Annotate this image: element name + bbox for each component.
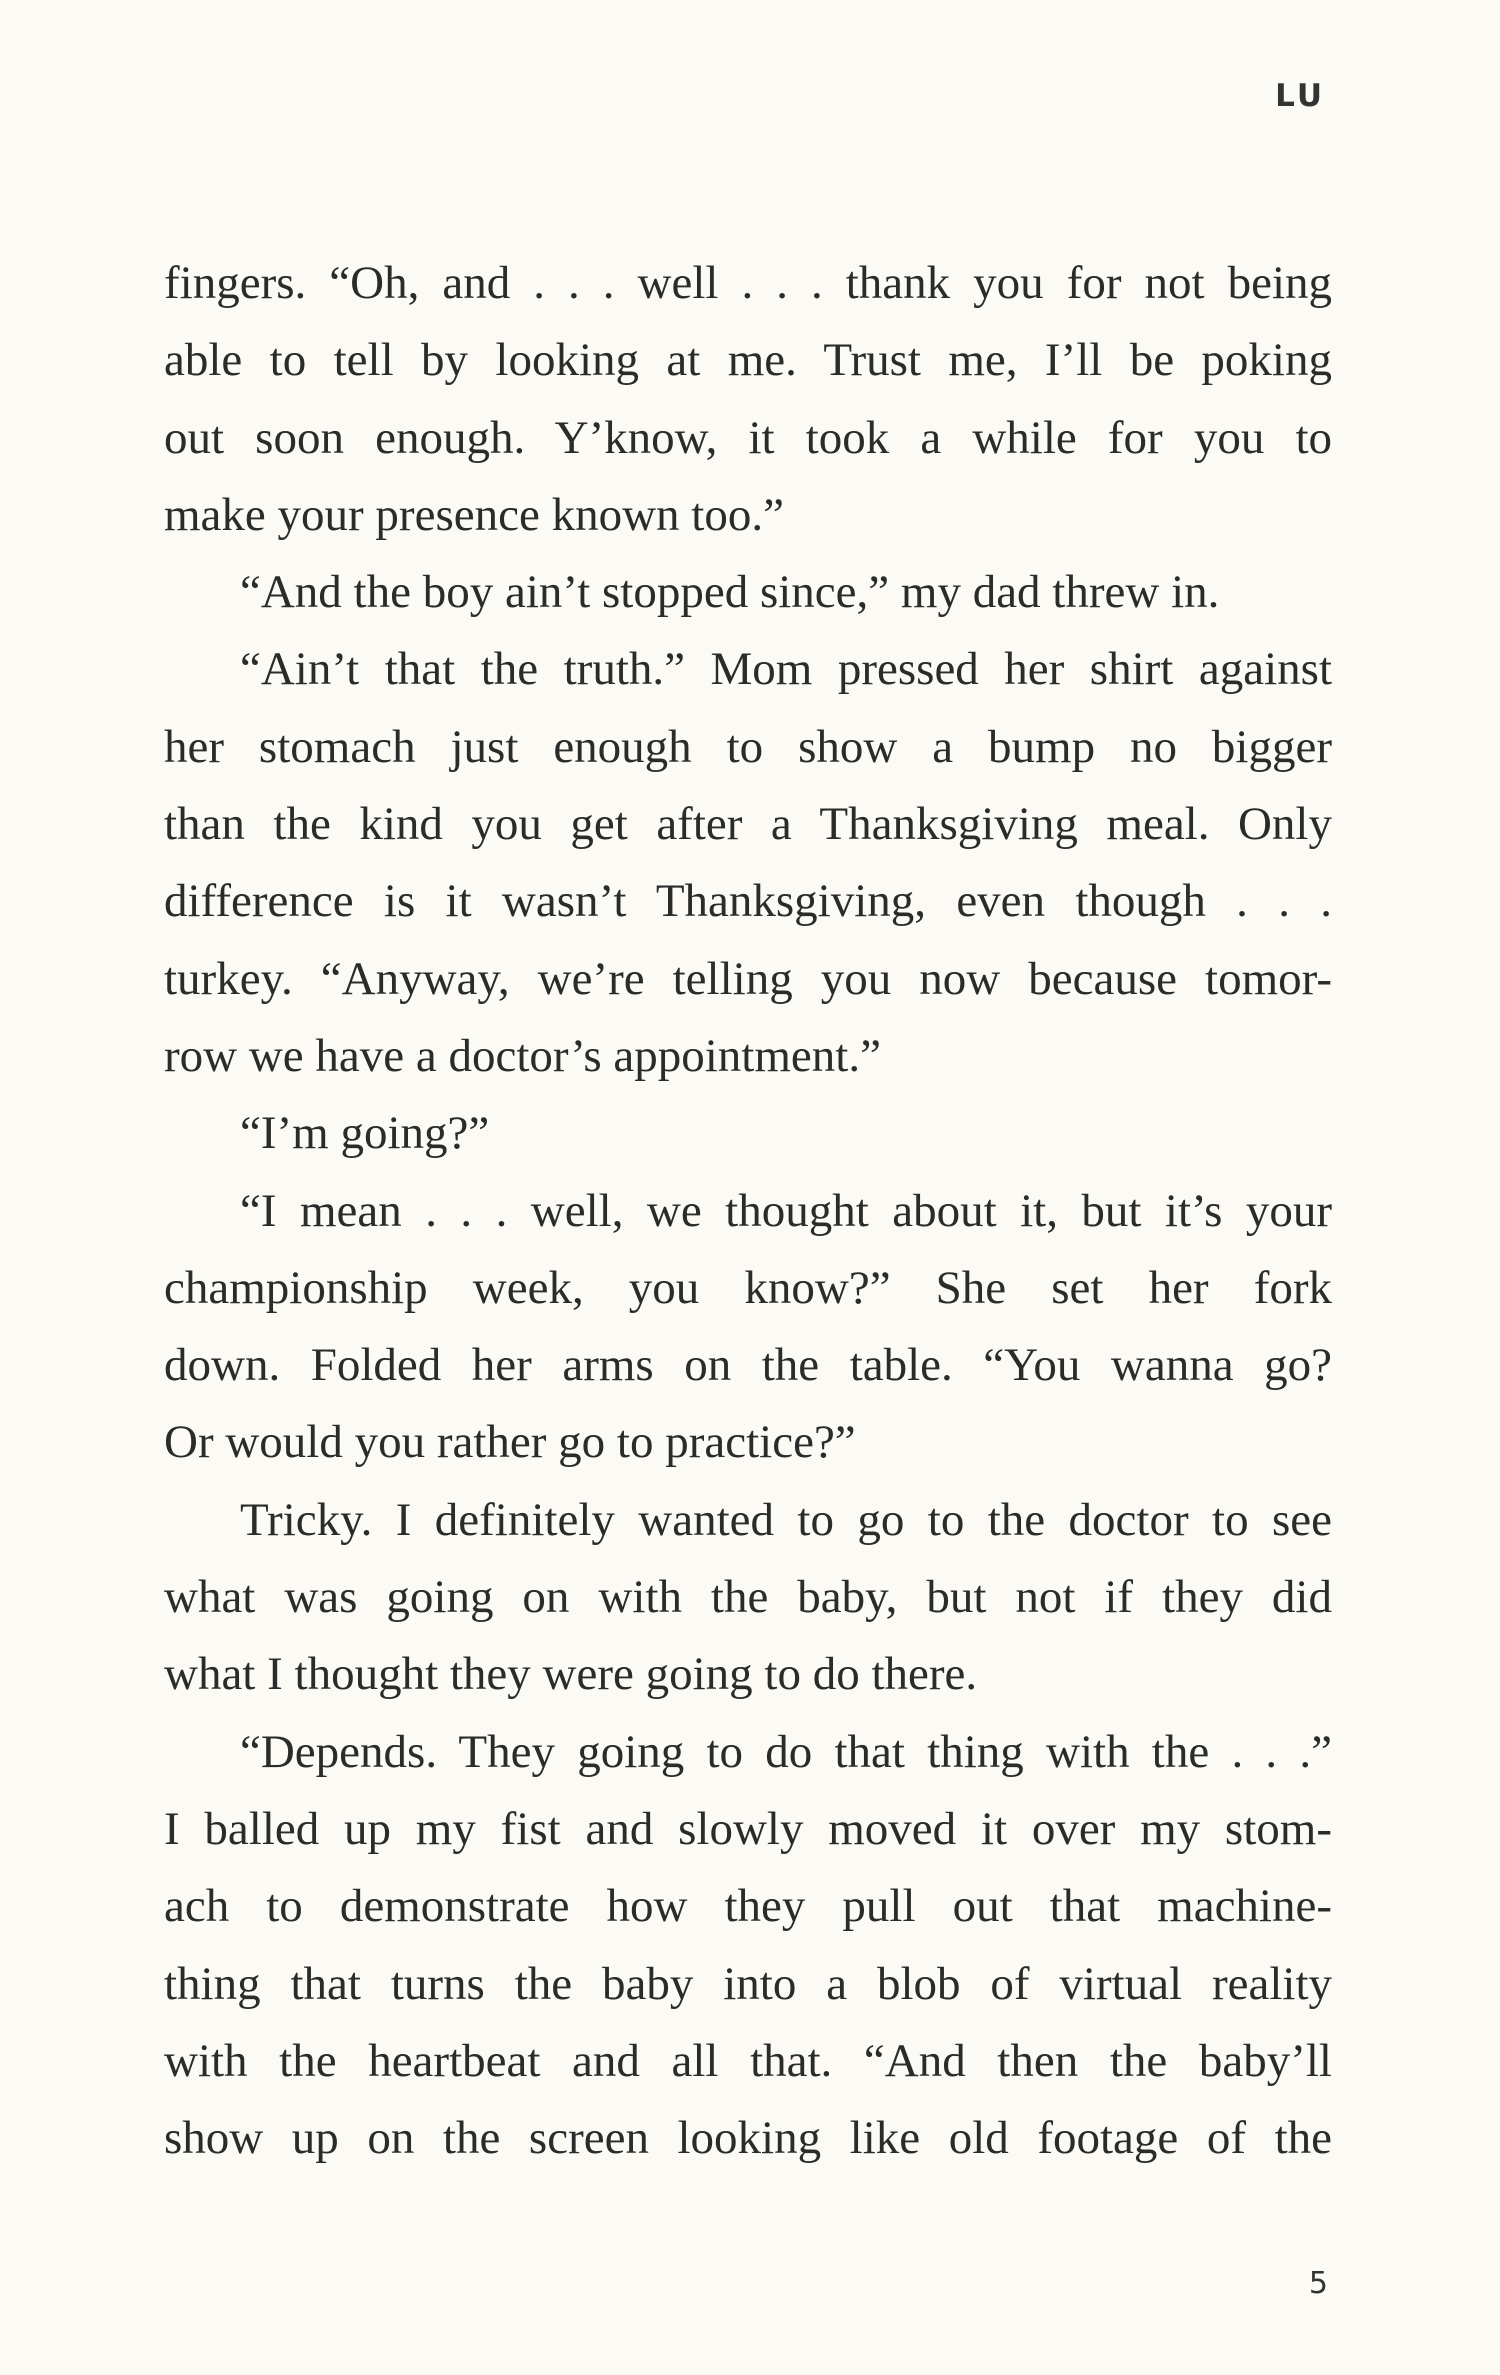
text-line: thing that turns the baby into a blob of virtual reality xyxy=(164,1957,1332,2010)
text-line: “I’m going?” xyxy=(240,1107,490,1160)
running-head: LU xyxy=(1275,78,1325,114)
text-line: out soon enough. Y’know, it took a while for you to xyxy=(164,411,1332,464)
text-line: show up on the screen looking like old footage of the xyxy=(164,2112,1332,2165)
text-line: “Depends. They going to do that thing with the . . .” xyxy=(240,1725,1332,1778)
text-line: what was going on with the baby, but not if they did xyxy=(164,1571,1332,1624)
page-number: 5 xyxy=(1308,2266,1328,2301)
text-line: championship week, you know?” She set her fork xyxy=(164,1261,1332,1314)
text-line: make your presence known too.” xyxy=(164,488,784,541)
text-line: row we have a doctor’s appointment.” xyxy=(164,1029,881,1082)
text-line: than the kind you get after a Thanksgiving meal. Only xyxy=(164,798,1332,851)
text-line: “Ain’t that the truth.” Mom pressed her shirt against xyxy=(240,643,1332,696)
text-line: ach to demonstrate how they pull out that machine- xyxy=(164,1880,1332,1933)
text-line: Or would you rather go to practice?” xyxy=(164,1416,856,1469)
text-line: difference is it wasn’t Thanksgiving, even though . . . xyxy=(164,875,1332,928)
text-line: her stomach just enough to show a bump no bigger xyxy=(164,720,1332,773)
text-line: I balled up my fist and slowly moved it over my stom- xyxy=(164,1802,1332,1855)
text-line: able to tell by looking at me. Trust me, I’ll be poking xyxy=(164,334,1332,387)
text-line: “I mean . . . well, we thought about it, but it’s your xyxy=(240,1184,1332,1237)
text-line: “And the boy ain’t stopped since,” my dad threw in. xyxy=(240,566,1220,619)
body-text xyxy=(164,245,1332,2177)
text-line: with the heartbeat and all that. “And then the baby’ll xyxy=(164,2034,1332,2087)
text-line: what I thought they were going to do there. xyxy=(164,1648,978,1701)
text-line: Tricky. I definitely wanted to go to the doctor to see xyxy=(240,1493,1332,1546)
text-line: fingers. “Oh, and . . . well . . . thank you for not being xyxy=(164,257,1332,309)
text-line: down. Folded her arms on the table. “You wanna go? xyxy=(164,1339,1332,1392)
text-line: turkey. “Anyway, we’re telling you now because tomor- xyxy=(164,952,1332,1005)
